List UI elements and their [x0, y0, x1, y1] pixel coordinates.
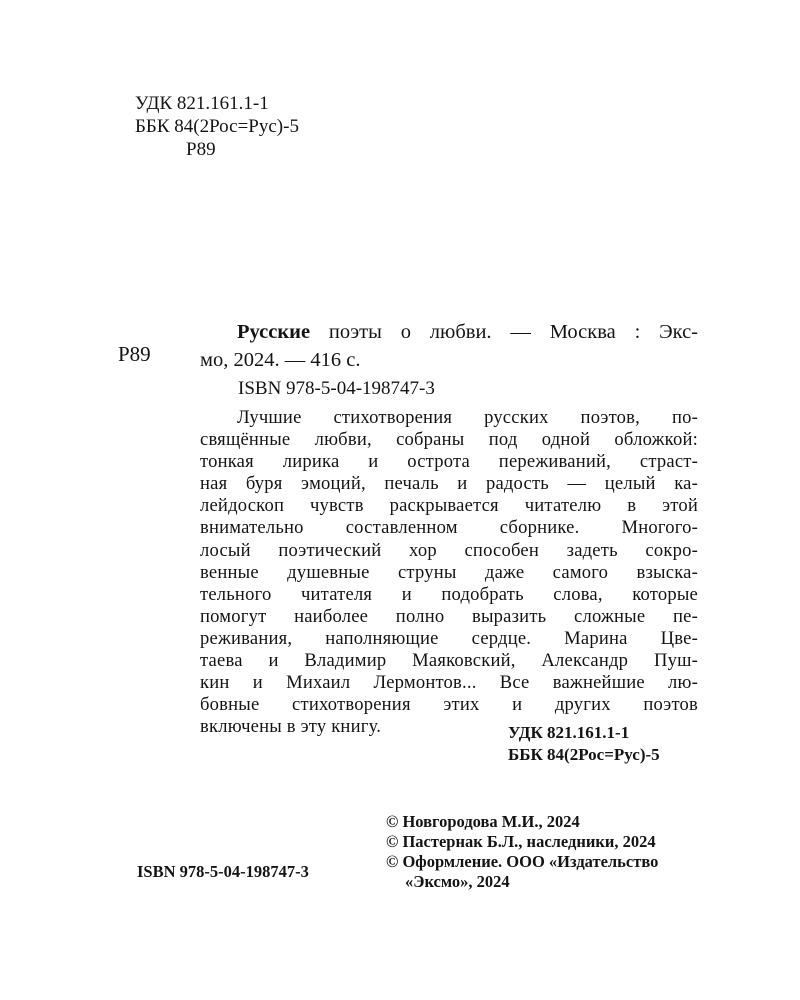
title-line-2: мо, 2024. — 416 с.: [200, 349, 361, 371]
title-line-1-rest: поэты о любви. — Москва : Экс-: [310, 321, 698, 343]
annotation-line: Лучшие стихотворения русских поэтов, по-: [237, 407, 698, 428]
annotation-line: внимательно составленном сборнике. Многого-: [200, 517, 698, 539]
annotation-line: кин и Михаил Лермонтов... Все важнейшие лю-: [200, 672, 698, 694]
annotation-line: помогут наиболее полно выразить сложные пе-: [200, 605, 698, 627]
annotation-line: реживания, наполняющие сердце. Марина Цве-: [200, 627, 698, 649]
bbk-code: ББК 84(2Рос=Рус)-5: [135, 116, 299, 137]
annotation-line: лейдоскоп чувств раскрывается читателю в этой: [200, 495, 698, 517]
annotation: [200, 407, 698, 738]
udk-code: УДК 821.161.1-1: [135, 93, 269, 114]
copyright-line: © Новгородова М.И., 2024: [386, 812, 580, 831]
annotation-line: включены в эту книгу.: [200, 716, 382, 738]
bibliographic-title: [200, 318, 698, 374]
copyright-line: © Оформление. ООО «Издательство: [386, 852, 659, 871]
copyright-block: [386, 812, 658, 892]
annotation-line: свящённые любви, собраны под одной обложкой:: [200, 429, 698, 451]
title-line-1: [200, 318, 698, 346]
annotation-line: тонкая лирика и острота переживаний, страст-: [200, 451, 698, 473]
copyright-line: «Эксмо», 2024: [405, 872, 510, 891]
annotation-line: ная буря эмоций, печаль и радость — целый ка-: [200, 473, 698, 495]
classification-codes-bottom: [508, 722, 660, 766]
copyright-line: © Пастернак Б.Л., наследники, 2024: [386, 832, 656, 851]
annotation-line: тельного читателя и подобрать слова, которые: [200, 583, 698, 605]
annotation-line: бовные стихотворения этих и других поэтов: [200, 694, 698, 716]
annotation-line: венные душевные струны даже самого взыска-: [200, 561, 698, 583]
isbn: ISBN 978-5-04-198747-3: [238, 378, 435, 399]
annotation-line: лосый поэтический хор способен задеть сокро-: [200, 539, 698, 561]
classification-codes-top: [135, 92, 299, 161]
isbn-bottom: ISBN 978-5-04-198747-3: [137, 862, 309, 881]
title-bold-word: Русские: [237, 321, 311, 343]
udk-code-bottom: УДК 821.161.1-1: [508, 723, 630, 742]
bbk-code-bottom: ББК 84(2Рос=Рус)-5: [508, 745, 660, 764]
side-author-mark: Р89: [118, 342, 151, 366]
author-mark: Р89: [186, 139, 216, 160]
annotation-line: таева и Владимир Маяковский, Александр Пуш-: [200, 650, 698, 672]
